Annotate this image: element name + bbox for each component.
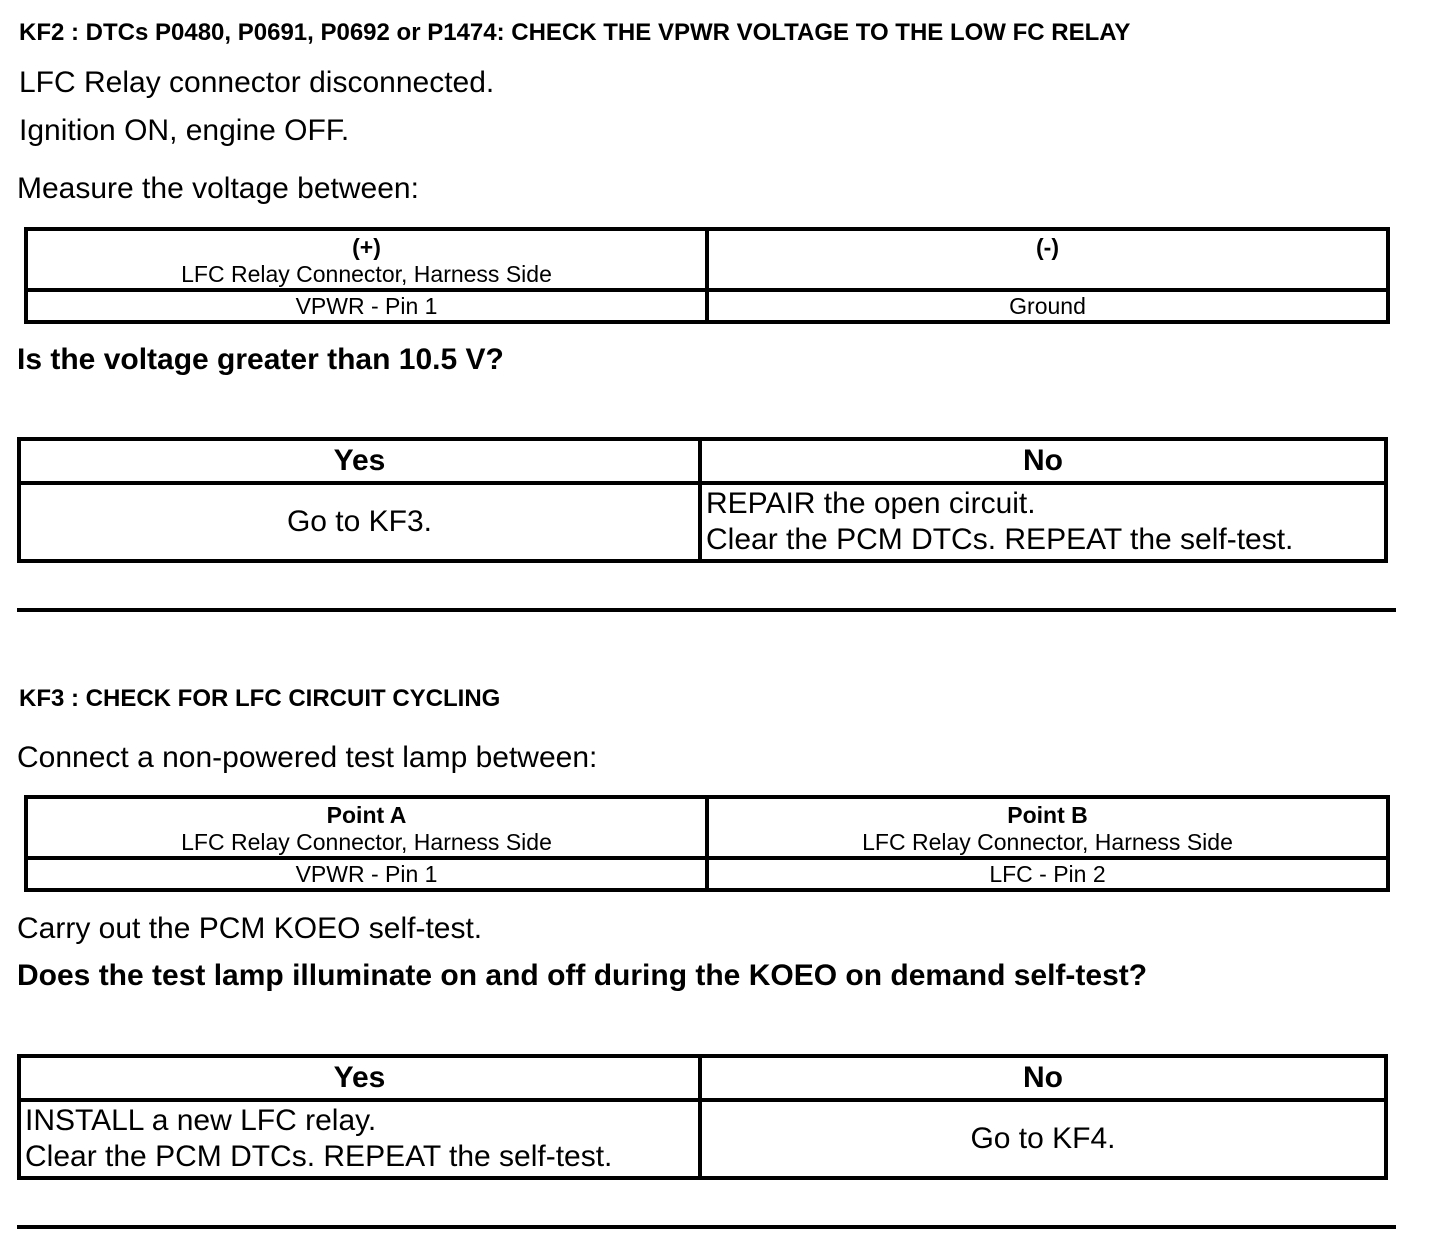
kf2-yes-header: Yes <box>19 439 700 483</box>
kf3-lamp-col1-subheader: LFC Relay Connector, Harness Side <box>181 829 552 855</box>
kf2-condition-1: LFC Relay connector disconnected. <box>19 66 495 99</box>
kf2-measure-col1-subheader: LFC Relay Connector, Harness Side <box>181 261 552 287</box>
kf2-measure-table <box>24 227 1390 324</box>
kf2-measure-col2-value: Ground <box>707 290 1388 322</box>
kf3-yes-line2: Clear the PCM DTCs. REPEAT the self-test. <box>25 1140 613 1173</box>
kf3-yes-header: Yes <box>19 1056 700 1100</box>
kf2-no-line2: Clear the PCM DTCs. REPEAT the self-test. <box>706 523 1294 556</box>
kf2-measure-col1-header-cell <box>26 229 707 290</box>
kf2-measure-intro: Measure the voltage between: <box>17 172 419 205</box>
kf2-measure-col2-header-cell <box>707 229 1388 290</box>
kf3-lamp-table <box>24 795 1390 892</box>
kf3-no-header: No <box>700 1056 1386 1100</box>
kf3-lamp-col2-header-cell <box>707 797 1388 858</box>
kf2-title: KF2 : DTCs P0480, P0691, P0692 or P1474: CHECK THE VPWR VOLTAGE TO THE LOW FC RELAY <box>19 19 1131 46</box>
kf3-yes-line1: INSTALL a new LFC relay. <box>25 1104 377 1137</box>
kf3-title: KF3 : CHECK FOR LFC CIRCUIT CYCLING <box>19 685 501 712</box>
section-divider-bottom <box>17 1225 1396 1229</box>
kf3-question: Does the test lamp illuminate on and off during the KOEO on demand self-test? <box>17 959 1148 992</box>
kf2-measure-col1-header: (+) <box>352 234 381 260</box>
kf2-measure-col2-header: (-) <box>1036 234 1059 260</box>
kf3-lamp-col1-value: VPWR - Pin 1 <box>26 858 707 890</box>
kf3-no-text: Go to KF4. <box>700 1100 1386 1178</box>
kf3-lamp-col2-value: LFC - Pin 2 <box>707 858 1388 890</box>
kf3-carry-out: Carry out the PCM KOEO self-test. <box>17 912 483 945</box>
kf2-condition-2: Ignition ON, engine OFF. <box>19 114 350 147</box>
kf3-connect-intro: Connect a non-powered test lamp between: <box>17 741 598 774</box>
kf3-lamp-col1-header: Point A <box>326 802 407 828</box>
kf2-yes-text: Go to KF3. <box>19 483 700 561</box>
kf2-measure-col1-value: VPWR - Pin 1 <box>26 290 707 322</box>
kf3-lamp-col2-subheader: LFC Relay Connector, Harness Side <box>862 829 1233 855</box>
kf2-question: Is the voltage greater than 10.5 V? <box>17 343 504 376</box>
kf2-no-header: No <box>700 439 1386 483</box>
section-divider <box>17 608 1396 612</box>
kf3-lamp-col1-header-cell <box>26 797 707 858</box>
kf2-answer-table <box>17 437 1388 563</box>
kf3-answer-table <box>17 1054 1388 1180</box>
kf2-no-line1: REPAIR the open circuit. <box>706 487 1036 520</box>
kf3-lamp-col2-header: Point B <box>1007 802 1088 828</box>
kf3-yes-cell <box>19 1100 700 1178</box>
kf2-no-cell <box>700 483 1386 561</box>
